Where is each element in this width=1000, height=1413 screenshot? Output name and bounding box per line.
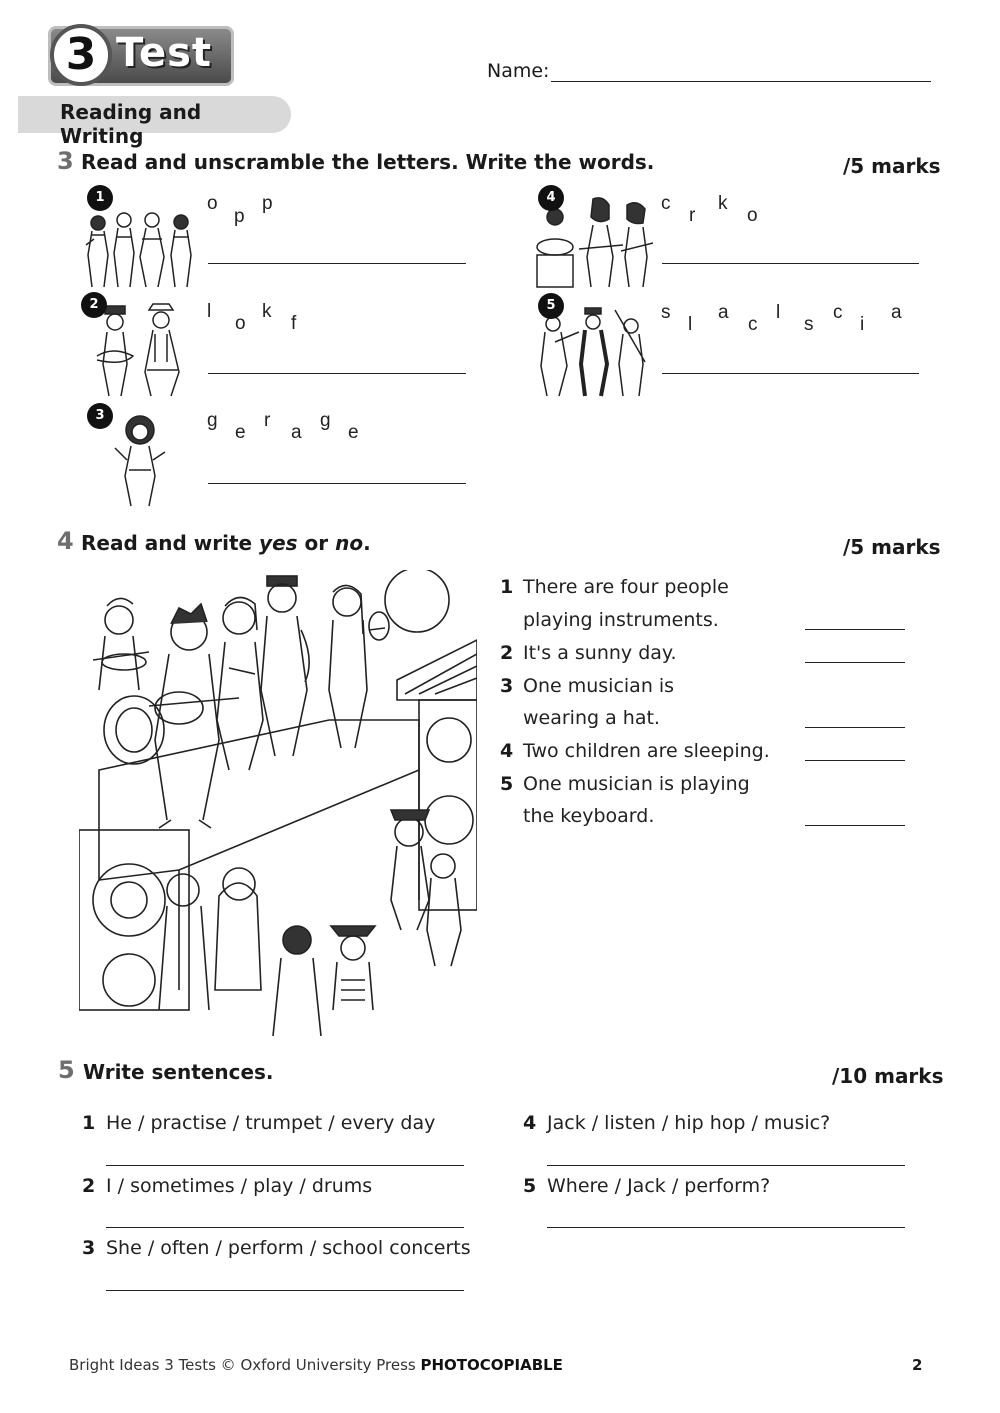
- question-text: One musician is playing: [523, 773, 750, 795]
- photocopiable-label: PHOTOCOPIABLE: [420, 1356, 563, 1374]
- item-number-badge: 2: [81, 292, 107, 318]
- section4-title-or: or: [297, 531, 336, 555]
- section5-number: 5: [58, 1056, 75, 1084]
- scrambled-letter: s: [804, 314, 814, 335]
- answer-line[interactable]: [547, 1165, 905, 1166]
- scrambled-letter: e: [348, 422, 359, 443]
- scrambled-letter: p: [262, 193, 273, 214]
- question-text: wearing a hat.: [523, 707, 660, 729]
- scrambled-letter: c: [661, 193, 671, 214]
- question-text: There are four people: [523, 576, 729, 598]
- scrambled-letter: l: [207, 301, 212, 322]
- reggae-singer-illustration: [105, 410, 175, 508]
- scrambled-letter: c: [833, 302, 843, 323]
- scrambled-letter: l: [688, 314, 693, 335]
- answer-line[interactable]: [106, 1165, 464, 1166]
- section3-title: Read and unscramble the letters. Write the words.: [81, 150, 655, 174]
- prompt-text: He / practise / trumpet / every day: [106, 1112, 436, 1134]
- answer-line[interactable]: [547, 1227, 905, 1228]
- section4-title-prefix: Read and write: [81, 531, 260, 555]
- section5-marks: /10 marks: [832, 1064, 944, 1088]
- scrambled-letter: s: [661, 302, 671, 323]
- answer-line[interactable]: [106, 1227, 464, 1228]
- question-number: 2: [500, 642, 514, 664]
- name-label: Name:: [487, 60, 550, 82]
- scrambled-letter: k: [262, 301, 272, 322]
- section4-title-period: .: [363, 531, 371, 555]
- answer-line[interactable]: [805, 662, 905, 663]
- answer-line[interactable]: [662, 263, 919, 264]
- name-field-line[interactable]: [551, 81, 931, 82]
- answer-line[interactable]: [208, 483, 466, 484]
- answer-line[interactable]: [805, 629, 905, 630]
- scrambled-letter: r: [689, 205, 696, 226]
- section3-marks: /5 marks: [843, 154, 941, 178]
- scrambled-letter: i: [860, 314, 865, 335]
- question-text: the keyboard.: [523, 805, 655, 827]
- prompt-number: 5: [523, 1175, 537, 1197]
- answer-line[interactable]: [662, 373, 919, 374]
- footer-credit-text: Bright Ideas 3 Tests © Oxford University Press: [69, 1356, 421, 1374]
- scrambled-letter: a: [891, 302, 902, 323]
- footer-credit: [69, 1356, 563, 1374]
- item-number-badge: 3: [87, 403, 113, 429]
- item-number-badge: 5: [538, 293, 564, 319]
- prompt-text: Jack / listen / hip hop / music?: [547, 1112, 831, 1134]
- scrambled-letter: p: [234, 206, 245, 227]
- prompt-text: I / sometimes / play / drums: [106, 1175, 373, 1197]
- section4-title: [81, 531, 371, 555]
- scrambled-letter: a: [291, 422, 302, 443]
- section5-title: Write sentences.: [83, 1060, 274, 1084]
- answer-line[interactable]: [208, 263, 466, 264]
- section4-number: 4: [57, 527, 74, 555]
- prompt-number: 1: [82, 1112, 96, 1134]
- section-tab: Reading and Writing: [18, 96, 291, 133]
- question-text: playing instruments.: [523, 609, 719, 631]
- answer-line[interactable]: [106, 1290, 464, 1291]
- question-number: 3: [500, 675, 514, 697]
- answer-line[interactable]: [805, 760, 905, 761]
- question-text: Two children are sleeping.: [523, 740, 770, 762]
- section4-title-yes: yes: [259, 531, 298, 555]
- scrambled-letter: k: [718, 193, 728, 214]
- answer-line[interactable]: [805, 727, 905, 728]
- scrambled-letter: r: [264, 410, 271, 431]
- question-text: One musician is: [523, 675, 675, 697]
- scrambled-letter: o: [747, 205, 758, 226]
- prompt-number: 2: [82, 1175, 96, 1197]
- prompt-text: Where / Jack / perform?: [547, 1175, 771, 1197]
- scrambled-letter: c: [748, 314, 758, 335]
- scrambled-letter: o: [207, 193, 218, 214]
- question-number: 1: [500, 576, 514, 598]
- scrambled-letter: f: [291, 313, 297, 334]
- section4-title-no: no: [335, 531, 364, 555]
- scrambled-letter: g: [207, 410, 218, 431]
- scrambled-letter: a: [718, 302, 729, 323]
- section4-marks: /5 marks: [843, 535, 941, 559]
- folk-singers-illustration: [93, 300, 198, 398]
- scrambled-letter: l: [776, 302, 781, 323]
- scrambled-letter: g: [320, 410, 331, 431]
- concert-scene-illustration: [79, 570, 477, 1036]
- section3-number: 3: [57, 147, 74, 175]
- test-title: Test: [116, 30, 213, 76]
- answer-line[interactable]: [208, 373, 466, 374]
- question-number: 5: [500, 773, 514, 795]
- prompt-number: 3: [82, 1237, 96, 1259]
- prompt-number: 4: [523, 1112, 537, 1134]
- scrambled-letter: o: [235, 313, 246, 334]
- page-number: 2: [912, 1356, 923, 1374]
- unit-number: 3: [50, 24, 112, 86]
- question-number: 4: [500, 740, 514, 762]
- prompt-text: She / often / perform / school concerts: [106, 1237, 471, 1259]
- item-number-badge: 4: [538, 185, 564, 211]
- answer-line[interactable]: [805, 825, 905, 826]
- scrambled-letter: e: [235, 422, 246, 443]
- question-text: It's a sunny day.: [523, 642, 677, 664]
- item-number-badge: 1: [87, 185, 113, 211]
